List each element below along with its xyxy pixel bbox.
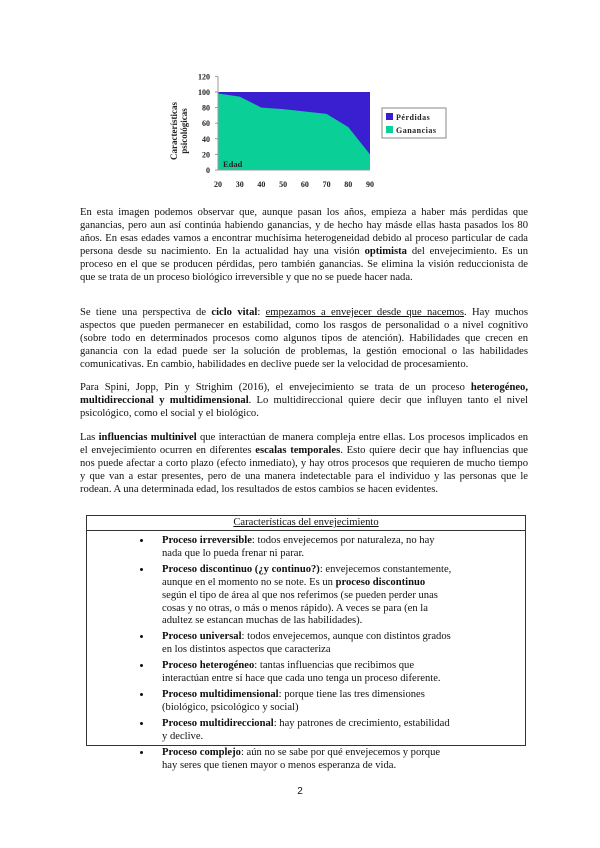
bold-text: ciclo vital: [211, 307, 258, 318]
text-segment: Las: [80, 432, 99, 443]
paragraph-2: [80, 307, 528, 372]
y-tick-label: 120: [198, 72, 210, 82]
text-segment: : porque tiene las tres dimensiones (biológico, psicológico y social): [162, 688, 425, 713]
characteristic-item: [152, 535, 452, 561]
characteristic-item: [152, 564, 452, 629]
bold-text: Proceso multidireccional: [162, 717, 274, 729]
characteristics-box: [86, 515, 526, 771]
text-segment: Se tiene una perspectiva de: [80, 307, 212, 318]
characteristic-item: [152, 718, 452, 744]
page-number: 2: [297, 786, 303, 797]
x-tick-label: 30: [235, 180, 244, 189]
characteristic-item: [152, 660, 452, 686]
legend-swatch: [386, 113, 393, 120]
text-segment: empezamos a envejecer desde que nacemos: [265, 307, 465, 318]
text-segment: según el tipo de área al que nos referimos (se pueden perder unas cosas y no otras, o más o menos rápido). A veces se para (en la adultez se estancan muchas de las habilidades).: [162, 589, 438, 627]
x-tick-label: 20: [214, 180, 222, 189]
text-segment: del envejecimiento. Es un proceso en el que se producen pérdidas, pero también ganancias. Se elimina la visión reduccionista de que se trata de un proceso biológico irreversible y que no se puede hacer nada.: [80, 245, 528, 283]
paragraph-4: [80, 432, 528, 497]
text-segment: : envejecemos constantemente, aunque en el momento no se note. Es un: [162, 563, 452, 588]
bold-text: Proceso multidimensional: [162, 688, 279, 700]
characteristics-list: [87, 535, 452, 772]
bold-text: Proceso irreversible: [162, 535, 252, 546]
y-tick-label: 40: [202, 134, 210, 144]
text-segment: : todos envejecemos, aunque con distintos grados en los distintos aspectos que caracteriza: [162, 631, 451, 656]
y-tick-label: 60: [202, 119, 210, 129]
y-axis-label-line1: Características: [169, 102, 179, 160]
text-segment: : hay patrones de crecimiento, estabilidad y declive.: [162, 717, 450, 742]
bold-text: optimista: [364, 245, 407, 257]
legend-label: Pérdidas: [396, 113, 431, 122]
legend-label: Ganancias: [396, 126, 437, 135]
bold-text: Proceso universal: [162, 631, 242, 643]
text-segment: . Hay muchos aspectos que pueden permanecer en estabilidad, como los rasgos de personalidad o a nivel cognitivo (sobre todo en determinados procesos como algunos tipos de atención). Habilidades que crecen en ganancia con la edad puede ser la solución de problemas, la gestión emocional o las habilidades comunicativas. En cambio, habilidades en declive puede ser la velocidad de procesamiento.: [80, 307, 528, 370]
bold-text: influencias multinivel: [98, 432, 197, 443]
text-segment: . Lo multidireccional quiere decir que influyen tanto el nivel psicológico, como el social y el biológico.: [80, 394, 528, 419]
x-tick-label: 50: [279, 180, 288, 189]
x-tick-label: 80: [344, 180, 353, 189]
text-segment: : todos envejecemos por naturaleza, no hay nada que lo pueda frenar ni parar.: [162, 535, 435, 559]
legend-swatch: [386, 126, 393, 133]
x-tick-label: 40: [257, 180, 266, 189]
text-segment: En esta imagen podemos observar que, aunque pasan los años, empieza a haber más perdidas que ganancias, pero aun así continúa habiendo ganancias, y de hecho hay másde ellas hasta pasados los 80 años. En esas edades vamos a encontrar muchísima heterogeneidad debido al proceso particular de cada persona desde su nacimiento. En la actualidad hay una visión: [80, 207, 528, 257]
x-axis-label: Edad: [223, 159, 243, 169]
box-title: Características del envejecimiento: [87, 516, 525, 531]
bold-text: Proceso complejo: [162, 746, 241, 758]
text-segment: :: [257, 307, 266, 318]
text-segment: : aún no se sabe por qué envejecemos y porque hay seres que tienen mayor o menos esperanza de vida.: [162, 746, 441, 771]
x-tick-label: 70: [322, 180, 331, 189]
bold-text: heterogéneo, multidireccional y multidimensional: [80, 382, 528, 406]
age-gains-losses-chart: [150, 65, 460, 195]
text-segment: Para Spini, Jopp, Pin y Strighim (2016), el envejecimiento se trata de un proceso: [80, 382, 471, 393]
bold-text: proceso discontinuo: [335, 576, 426, 588]
bold-text: Proceso discontinuo (¿y continuo?): [162, 563, 320, 575]
y-tick-label: 80: [202, 103, 210, 113]
bold-text: escalas temporales: [255, 444, 341, 456]
x-tick-label: 90: [366, 180, 374, 189]
y-axis-label-line2: psicológicas: [179, 108, 189, 154]
x-tick-label: 60: [300, 180, 309, 189]
characteristic-item: [152, 747, 452, 773]
characteristic-item: [152, 631, 452, 657]
text-segment: que interactúan de manera compleja entre ellas. Los procesos implicados en el envejecimiento ocurren en diferentes: [80, 432, 528, 456]
bold-text: Proceso heterogéneo: [162, 660, 255, 672]
y-tick-label: 20: [202, 150, 210, 160]
text-segment: : tantas influencias que recibimos que interactúan entre sí hace que cada uno tenga un proceso diferente.: [162, 660, 441, 685]
paragraph-1: [80, 207, 528, 284]
y-tick-label: 0: [206, 166, 210, 175]
text-segment: . Esto quiere decir que hay influencias que nos puede afectar a corto plazo (efecto inmediato), y hay otros procesos que requieren de mucho tiempo y que van a estar presentes, pero de una manera indetectable para el individuo y las personas que le rodean. A una determinada edad, los resultados de estos cambios se hacen evidentes.: [80, 444, 528, 495]
y-tick-label: 100: [198, 88, 210, 97]
characteristic-item: [152, 689, 452, 715]
paragraph-3: [80, 382, 528, 421]
